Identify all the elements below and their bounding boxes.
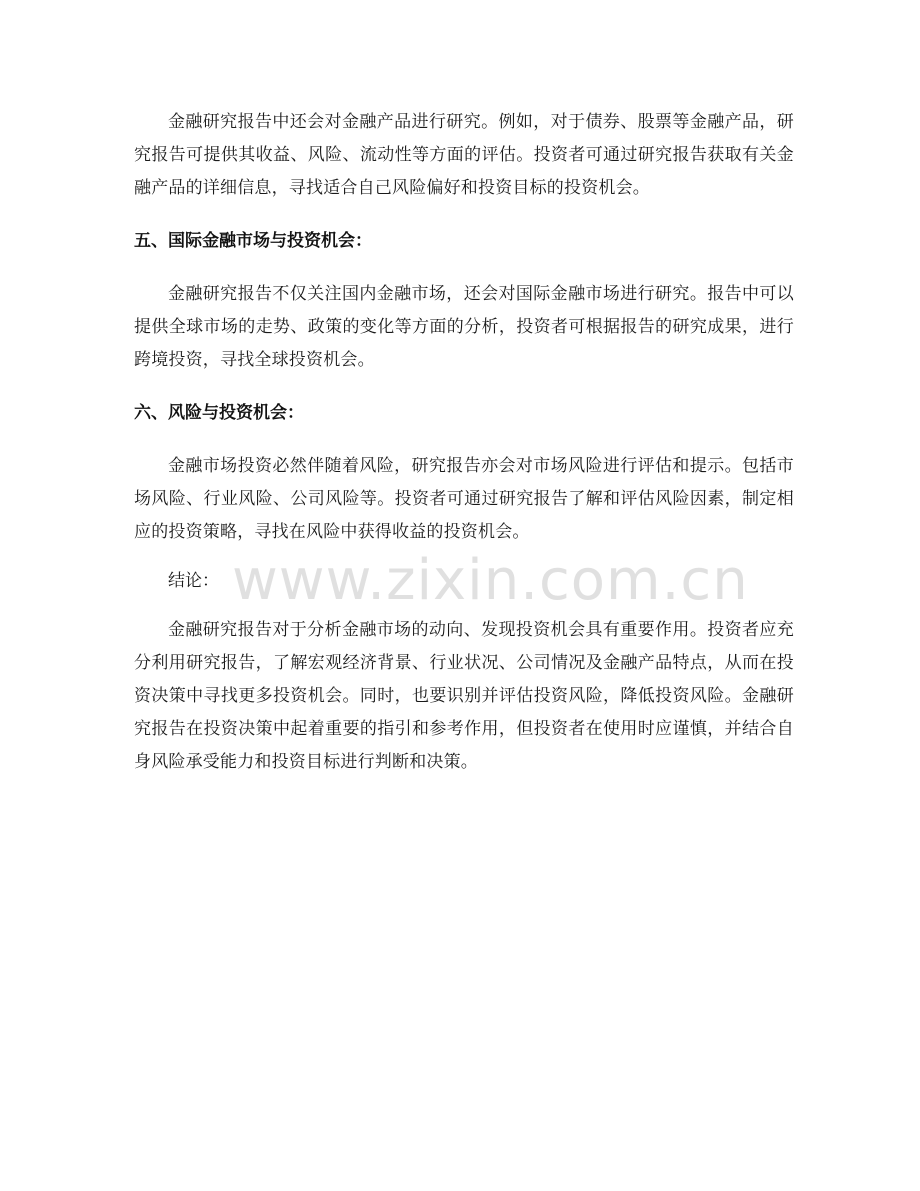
section-heading-risk: 六、风险与投资机会： [134, 403, 304, 423]
paragraph-risk: 金融市场投资必然伴随着风险，研究报告亦会对市场风险进行评估和提示。包括市场风险、行业风险、公司风险等。投资者可通过研究报告了解和评估风险因素，制定相应的投资策略，寻找在风险中获得收益的投资机会。 [134, 456, 794, 542]
section-heading-international: 五、国际金融市场与投资机会： [134, 231, 372, 251]
watermark: www.zixin.com.cn [232, 548, 749, 613]
paragraph-conclusion: 金融研究报告对于分析金融市场的动向、发现投资机会具有重要作用。投资者应充分利用研究报告，了解宏观经济背景、行业状况、公司情况及金融产品特点，从而在投资决策中寻找更多投资机会。同时，也要识别并评估投资风险，降低投资风险。金融研究报告在投资决策中起着重要的指引和参考作用，但投资者在使用时应谨慎，并结合自身风险承受能力和投资目标进行判断和决策。 [134, 620, 794, 772]
paragraph-international-markets: 金融研究报告不仅关注国内金融市场，还会对国际金融市场进行研究。报告中可以提供全球市场的走势、政策的变化等方面的分析，投资者可根据报告的研究成果，进行跨境投资，寻找全球投资机会。 [134, 284, 794, 370]
conclusion-label: 结论： [168, 571, 219, 591]
paragraph-financial-products: 金融研究报告中还会对金融产品进行研究。例如，对于债券、股票等金融产品，研究报告可提供其收益、风险、流动性等方面的评估。投资者可通过研究报告获取有关金融产品的详细信息，寻找适合自己风险偏好和投资目标的投资机会。 [134, 112, 794, 198]
document-body [134, 106, 794, 779]
